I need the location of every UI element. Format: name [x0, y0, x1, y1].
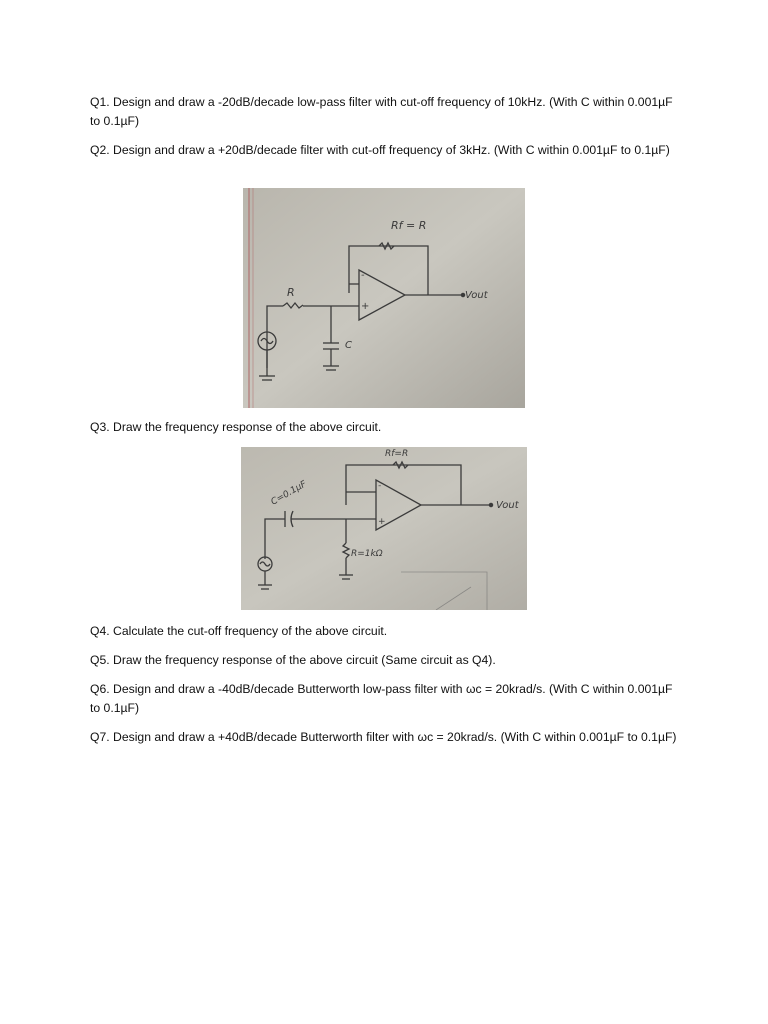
- capacitor-label: C: [345, 340, 352, 351]
- input-resistor-label: R: [287, 286, 295, 299]
- circuit-photo-lowpass: [243, 188, 525, 408]
- question-4: Q4. Calculate the cut-off frequency of the above circuit.: [90, 624, 388, 638]
- question-2: Q2. Design and draw a +20dB/decade filter with cut-off frequency of 3kHz. (With C within 0.001µF to 0.1µF): [90, 143, 670, 157]
- output-label: Vout: [496, 500, 519, 511]
- ground-resistor-label: R=1kΩ: [351, 549, 383, 559]
- question-5: Q5. Draw the frequency response of the above circuit (Same circuit as Q4).: [90, 653, 496, 667]
- question-3: Q3. Draw the frequency response of the above circuit.: [90, 420, 382, 434]
- opamp-minus-label: -: [361, 270, 365, 281]
- question-1: Q1. Design and draw a -20dB/decade low-pass filter with cut-off frequency of 10kHz. (With C within 0.001µF to 0.1µF): [90, 95, 673, 128]
- feedback-resistor-label: Rf=R: [385, 449, 409, 459]
- question-7: Q7. Design and draw a +40dB/decade Butterworth filter with ωc = 20krad/s. (With C within 0.001µF to 0.1µF): [90, 730, 677, 744]
- feedback-resistor-label: Rf = R: [391, 219, 427, 232]
- opamp-minus-label: -: [378, 481, 382, 491]
- output-label: Vout: [465, 290, 488, 301]
- opamp-plus-label: +: [361, 301, 370, 312]
- question-6: Q6. Design and draw a -40dB/decade Butterworth low-pass filter with ωc = 20krad/s. (With C within 0.001µF to 0.1µF): [90, 682, 673, 715]
- circuit-photo-highpass: [241, 447, 527, 610]
- opamp-plus-label: +: [378, 517, 386, 527]
- capacitor-label: C=0.1µF: [269, 479, 309, 508]
